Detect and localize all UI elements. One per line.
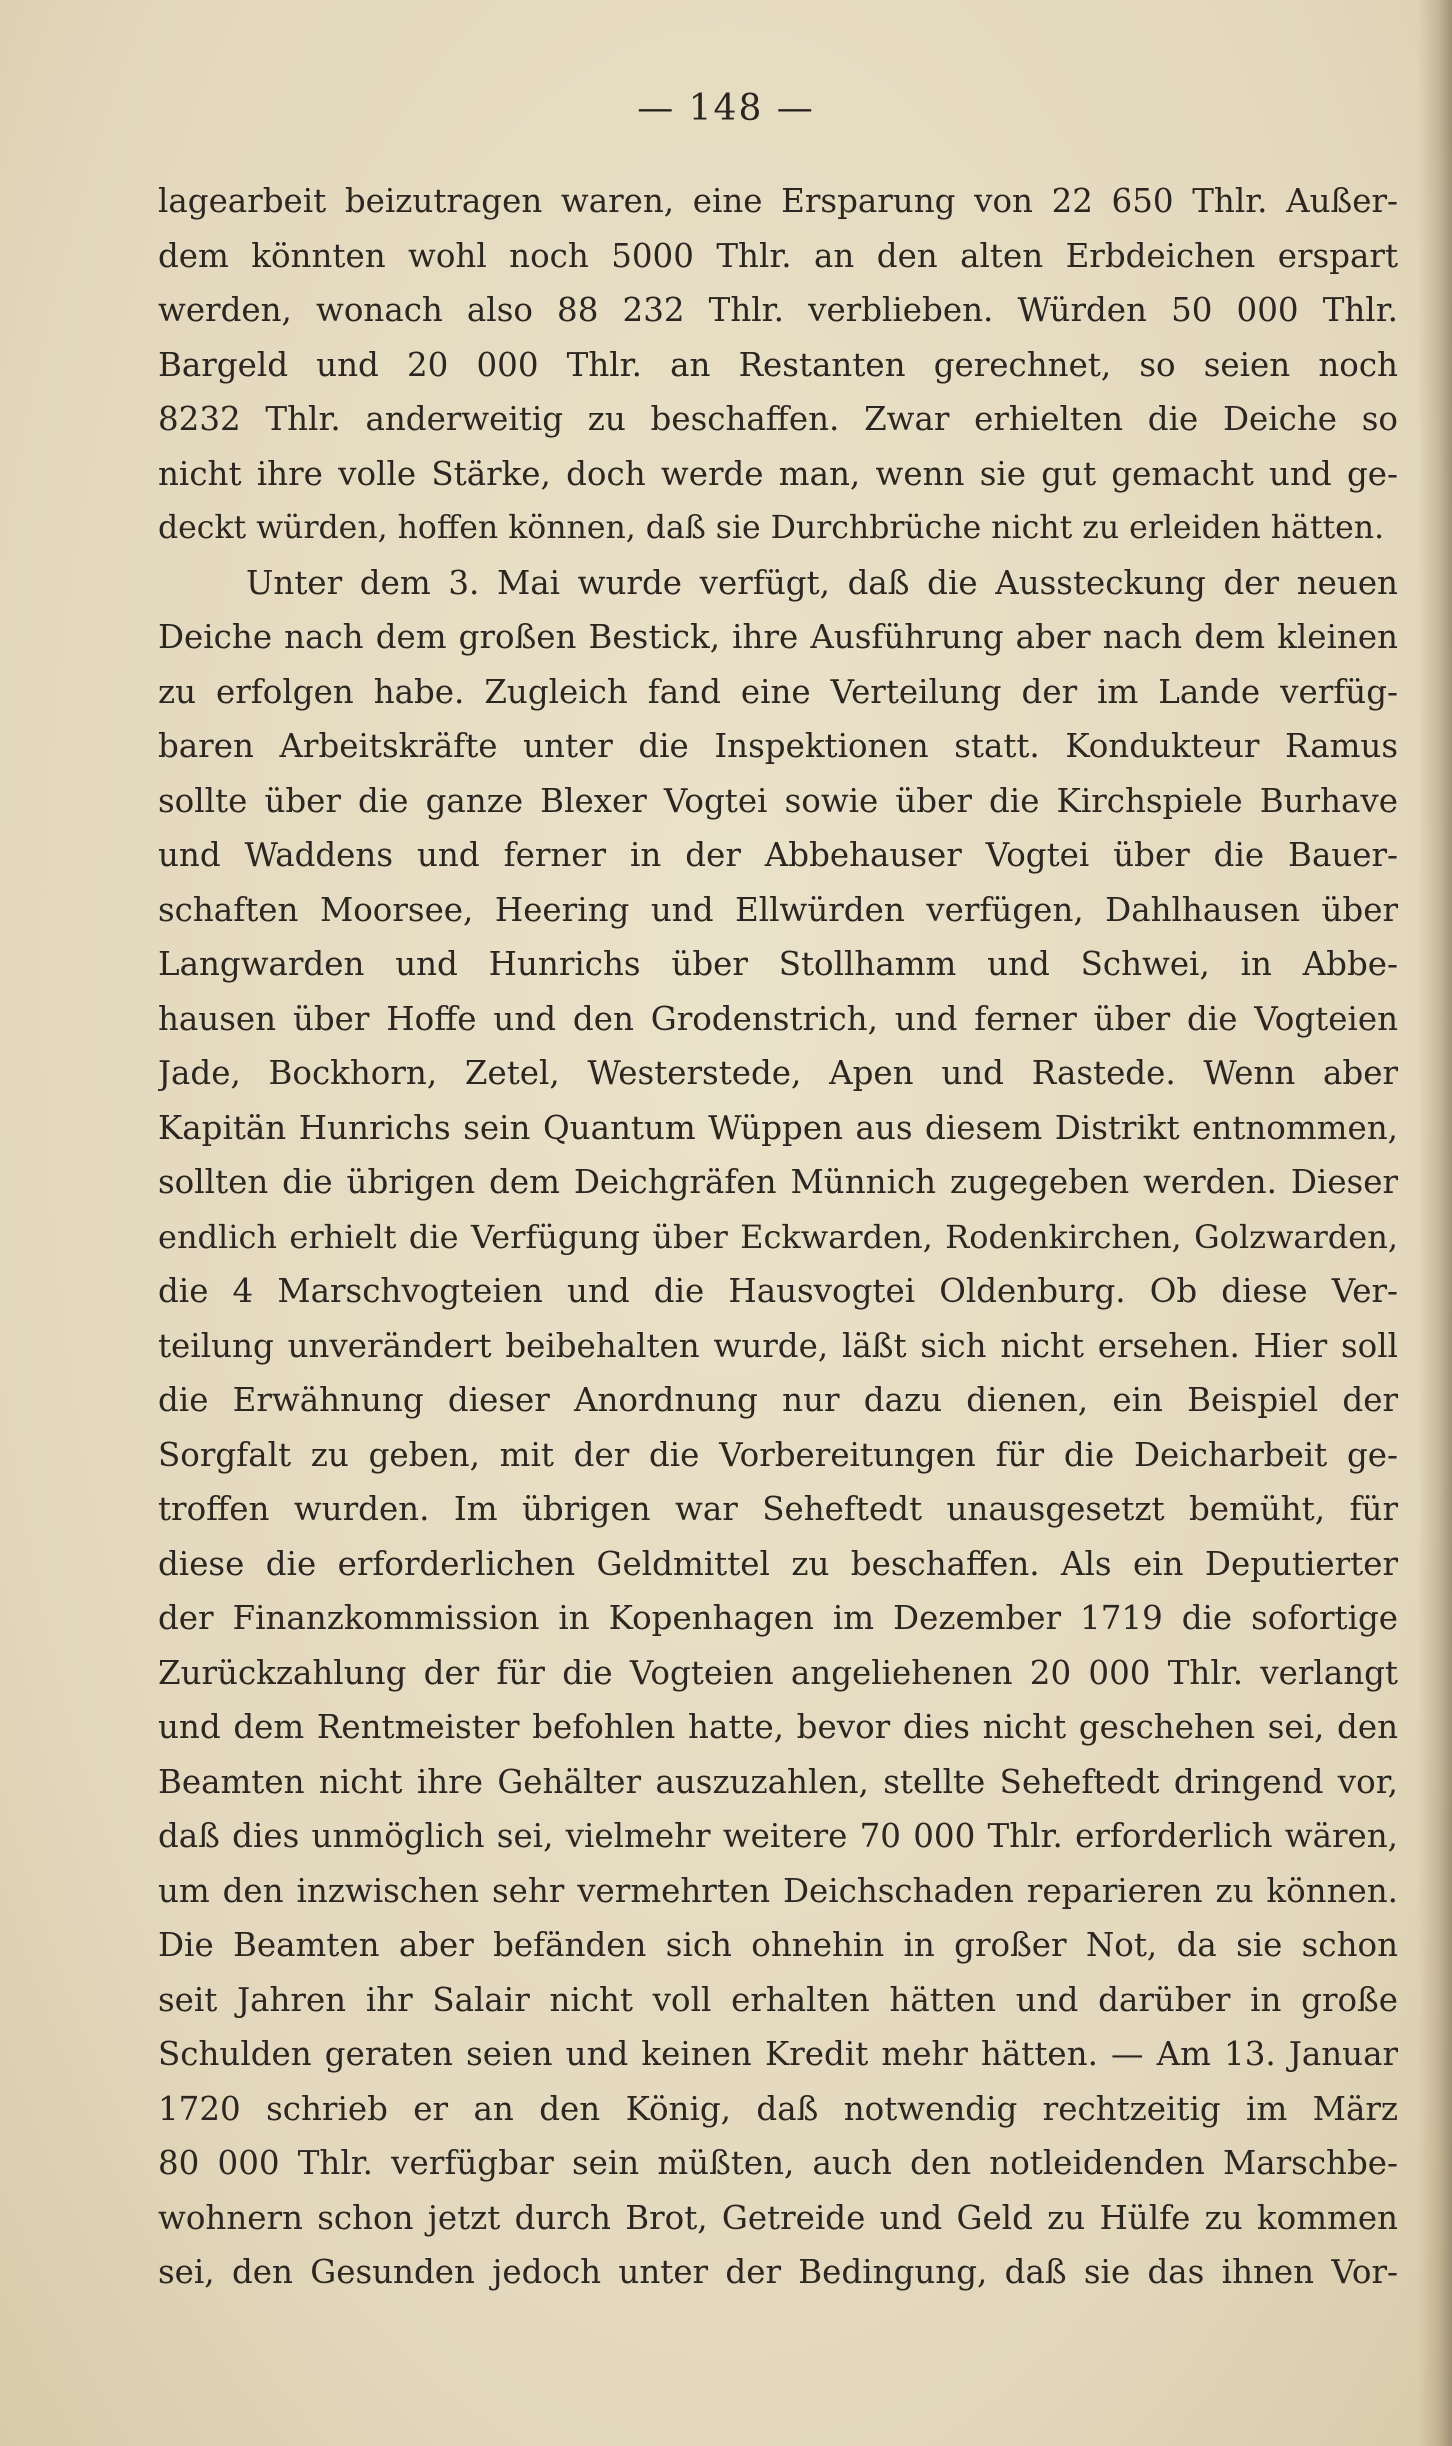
text-line: Schulden geraten seien und keinen Kredit mehr hätten. — Am 13. Januar bbox=[158, 2035, 1398, 2073]
text-line: daß dies unmöglich sei, vielmehr weitere 70 000 Thlr. erforderlich wären, bbox=[158, 1817, 1398, 1855]
text-line: 8232 Thlr. anderweitig zu beschaffen. Zwar erhielten die Deiche so bbox=[158, 400, 1398, 438]
text-line: nicht ihre volle Stärke, doch werde man, wenn sie gut gemacht und ge- bbox=[158, 454, 1398, 493]
text-line: die 4 Marschvogteien und die Hausvogtei Oldenburg. Ob diese Ver- bbox=[158, 1272, 1398, 1310]
text-line: Beamten nicht ihre Gehälter auszuzahlen, stellte Seheftedt dringend vor, bbox=[158, 1762, 1398, 1801]
text-line: Sorgfalt zu geben, mit der die Vorbereitungen für die Deicharbeit ge- bbox=[158, 1435, 1398, 1474]
text-line: troffen wurden. Im übrigen war Seheftedt unausgesetzt bemüht, für bbox=[158, 1490, 1398, 1528]
text-line: sollten die übrigen dem Deichgräfen Münnich zugegeben werden. Dieser bbox=[158, 1163, 1398, 1201]
text-line: seit Jahren ihr Salair nicht voll erhalten hätten und darüber in große bbox=[158, 1980, 1398, 2019]
text-line: die Erwähnung dieser Anordnung nur dazu dienen, ein Beispiel der bbox=[158, 1381, 1398, 1419]
page-edge-shadow bbox=[1418, 0, 1452, 2446]
text-line: Die Beamten aber befänden sich ohnehin in großer Not, da sie schon bbox=[158, 1926, 1398, 1964]
text-line: Unter dem 3. Mai wurde verfügt, daß die Aussteckung der neuen bbox=[246, 563, 1398, 602]
text-line: Bargeld und 20 000 Thlr. an Restanten gerechnet, so seien noch bbox=[158, 345, 1398, 384]
text-line: dem könnten wohl noch 5000 Thlr. an den alten Erbdeichen erspart bbox=[158, 236, 1398, 275]
text-line: schaften Moorsee, Heering und Ellwürden verfügen, Dahlhausen über bbox=[158, 890, 1398, 929]
page-number: — 148 — bbox=[637, 88, 815, 129]
text-line: lagearbeit beizutragen waren, eine Ersparung von 22 650 Thlr. Außer- bbox=[158, 182, 1398, 220]
text-line: werden, wonach also 88 232 Thlr. verblieben. Würden 50 000 Thlr. bbox=[158, 291, 1398, 329]
text-line: zu erfolgen habe. Zugleich fand eine Verteilung der im Lande verfüg- bbox=[158, 672, 1398, 711]
text-line: um den inzwischen sehr vermehrten Deichschaden reparieren zu können. bbox=[158, 1871, 1398, 1910]
text-line: sollte über die ganze Blexer Vogtei sowie über die Kirchspiele Burhave bbox=[158, 781, 1398, 820]
text-line: und Waddens und ferner in der Abbehauser Vogtei über die Bauer- bbox=[158, 836, 1398, 874]
text-line: endlich erhielt die Verfügung über Eckwarden, Rodenkirchen, Golzwarden, bbox=[158, 1217, 1398, 1256]
text-line: und dem Rentmeister befohlen hatte, bevor dies nicht geschehen sei, den bbox=[158, 1708, 1398, 1746]
text-line: 1720 schrieb er an den König, daß notwendig rechtzeitig im März bbox=[158, 2089, 1398, 2128]
text-line: Deiche nach dem großen Bestick, ihre Ausführung aber nach dem kleinen bbox=[158, 618, 1398, 656]
text-line: wohnern schon jetzt durch Brot, Getreide und Geld zu Hülfe zu kommen bbox=[158, 2198, 1398, 2237]
text-line: hausen über Hoffe und den Grodenstrich, und ferner über die Vogteien bbox=[158, 999, 1398, 1038]
text-line: diese die erforderlichen Geldmittel zu beschaffen. Als ein Deputierter bbox=[158, 1544, 1398, 1583]
text-line: 80 000 Thlr. verfügbar sein müßten, auch den notleidenden Marschbe- bbox=[158, 2144, 1398, 2182]
text-line: sei, den Gesunden jedoch unter der Bedingung, daß sie das ihnen Vor- bbox=[158, 2253, 1398, 2291]
text-line: baren Arbeitskräfte unter die Inspektionen statt. Kondukteur Ramus bbox=[158, 727, 1398, 765]
text-line: Zurückzahlung der für die Vogteien angeliehenen 20 000 Thlr. verlangt bbox=[158, 1653, 1398, 1692]
text-line: deckt würden, hoffen können, daß sie Durchbrüche nicht zu erleiden hätten. bbox=[158, 510, 1385, 546]
text-line: Jade, Bockhorn, Zetel, Westerstede, Apen und Rastede. Wenn aber bbox=[158, 1054, 1398, 1092]
text-line: der Finanzkommission in Kopenhagen im Dezember 1719 die sofortige bbox=[158, 1599, 1398, 1637]
text-line: Kapitän Hunrichs sein Quantum Wüppen aus diesem Distrikt entnommen, bbox=[158, 1108, 1398, 1147]
body-text bbox=[158, 174, 1398, 2300]
text-line: teilung unverändert beibehalten wurde, läßt sich nicht ersehen. Hier soll bbox=[158, 1326, 1398, 1365]
text-line: Langwarden und Hunrichs über Stollhamm und Schwei, in Abbe- bbox=[158, 945, 1398, 983]
